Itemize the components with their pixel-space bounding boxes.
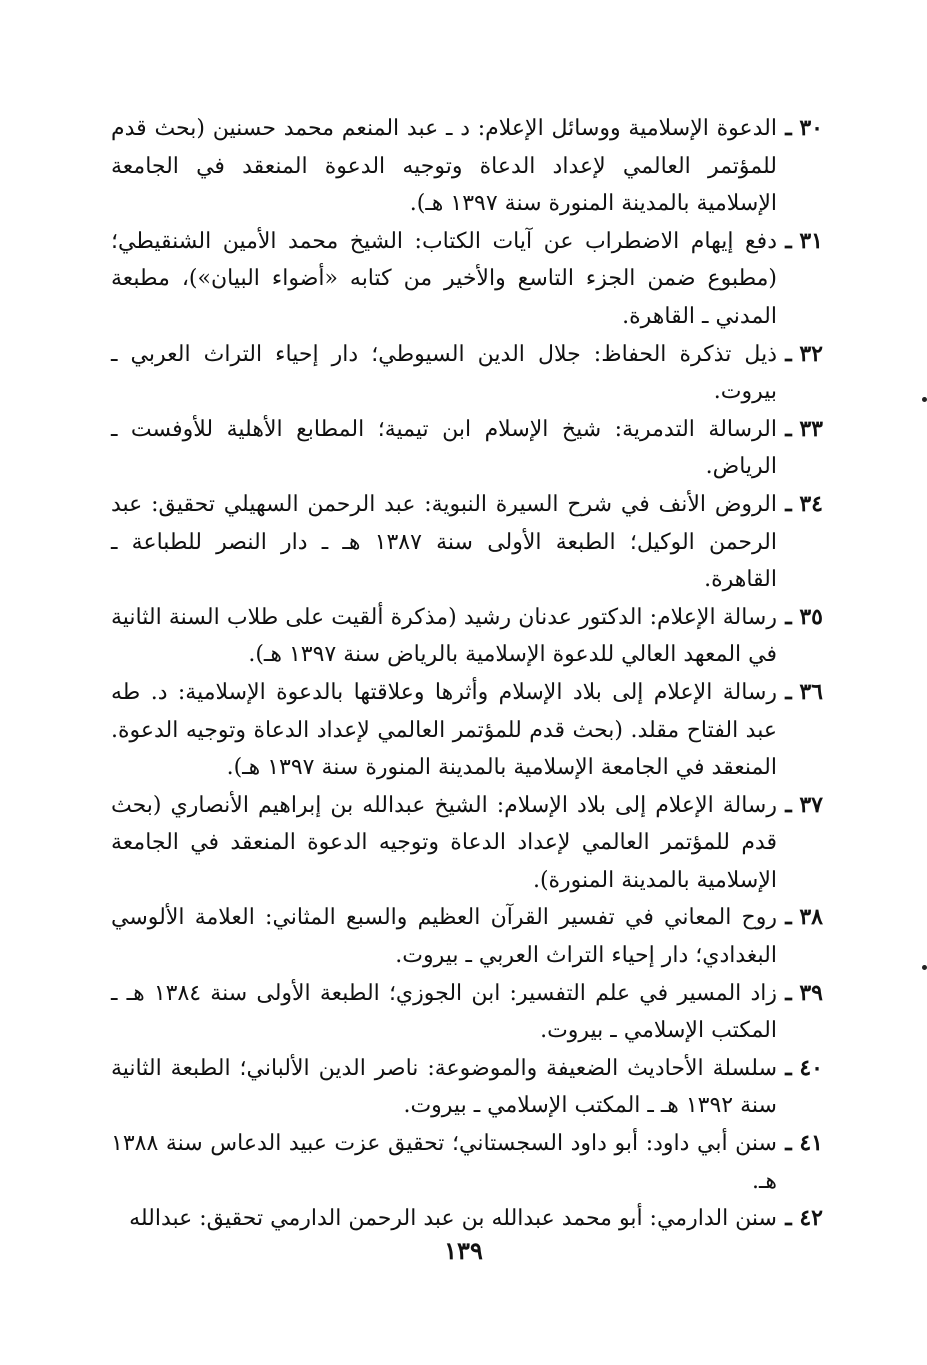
bibliography-entry-39 [111,975,823,1050]
entry-number: ٣٩ ـ [785,979,823,1006]
entry-text: رسالة الإعلام: الدكتور عدنان رشيد (مذكرة ألقيت على طلاب السنة الثانية في المعهد العالي للدعوة الإسلامية بالرياض سنة ١٣٩٧ هـ). [111,604,777,668]
entry-number: ٣٥ ـ [785,603,823,630]
entry-number: ٣٤ ـ [785,490,823,517]
entry-text: دفع إيهام الاضطراب عن آيات الكتاب: الشيخ محمد الأمين الشنقيطي؛ (مطبوع ضمن الجزء التاسع والأخير من كتابه «أضواء البيان»)، مطبعة المدني ـ القاهرة. [111,228,777,329]
bibliography-entry-35 [111,599,823,674]
page-number: ١٣٩ [444,1236,483,1265]
entry-text: زاد المسير في علم التفسير: ابن الجوزي؛ الطبعة الأولى سنة ١٣٨٤ هـ ـ المكتب الإسلامي ـ بيروت. [111,980,777,1044]
entry-text: سنن الدارمي: أبو محمد عبدالله بن عبد الرحمن الدارمي تحقيق: عبدالله [129,1206,777,1232]
entry-text: سلسلة الأحاديث الضعيفة والموضوعة: ناصر الدين الألباني؛ الطبعة الثانية سنة ١٣٩٢ هـ ـ المكتب الإسلامي ـ بيروت. [111,1055,777,1119]
bibliography-entry-34 [111,486,823,599]
entry-text: ذيل تذكرة الحفاظ: جلال الدين السيوطي؛ دار إحياء التراث العربي ـ بيروت. [111,341,777,405]
entry-text: رسالة الإعلام إلى بلاد الإسلام وأثرها وعلاقتها بالدعوة الإسلامية: د. طه عبد الفتاح مقلد. (بحث قدم للمؤتمر العالمي لإعداد الدعاة وتوجيه الدعوة. المنعقد في الجامعة الإسلامية بالمدينة المنورة سنة ١٣٩٧ هـ). [111,679,777,781]
entry-number: ٣٠ ـ [785,115,823,141]
entry-number: ٤٠ ـ [785,1054,823,1081]
entry-number: ٤١ ـ [785,1130,823,1157]
bibliography-entry-32 [111,336,823,411]
bibliography-entry-36 [111,674,823,787]
entry-text: الدعوة الإسلامية ووسائل الإعلام: د ـ عبد المنعم محمد حسنين (بحث قدم للمؤتمر العالمي لإعداد الدعاة وتوجيه الدعوة المنعقد في الجامعة الإسلامية بالمدينة المنورة سنة ١٣٩٧ هـ). [111,116,777,217]
entry-number: ٣٧ ـ [785,791,823,818]
bibliography-entry-42 [111,1200,823,1238]
entry-text: رسالة الإعلام إلى بلاد الإسلام: الشيخ عبدالله بن إبراهيم الأنصاري (بحث قدم للمؤتمر العالمي لإعداد الدعاة وتوجيه الدعوة المنعقد في الجامعة الإسلامية بالمدينة المنورة). [111,792,777,893]
bibliography-entry-38 [111,899,823,974]
bibliography-list [111,110,823,1238]
entry-text: الروض الأنف في شرح السيرة النبوية: عبد الرحمن السهيلي تحقيق: عبد الرحمن الوكيل؛ الطبعة الأولى سنة ١٣٨٧ هـ ـ دار النصر للطباعة ـ القاهرة. [111,491,777,593]
entry-number: ٣٣ ـ [785,415,823,442]
entry-text: روح المعاني في تفسير القرآن العظيم والسبع المثاني: العلامة الألوسي البغدادي؛ دار إحياء التراث العربي ـ بيروت. [111,905,777,969]
bibliography-entry-30 [111,110,823,223]
bibliography-entry-40 [111,1050,823,1125]
bibliography-entry-37 [111,787,823,900]
bibliography-entry-41 [111,1125,823,1200]
bibliography-entry-31 [111,223,823,336]
entry-number: ٣٨ ـ [785,904,823,931]
entry-text: الرسالة التدمرية: شيخ الإسلام ابن تيمية؛ المطابع الأهلية للأوفست ـ الرياض. [111,416,777,480]
margin-dot [922,965,927,970]
entry-number: ٣٢ ـ [785,340,823,367]
entry-number: ٤٢ ـ [785,1205,823,1232]
entry-number: ٣١ ـ [785,227,823,254]
bibliography-entry-33 [111,411,823,486]
entry-text: سنن أبي داود: أبو داود السجستاني؛ تحقيق عزت عبيد الدعاس سنة ١٣٨٨ هـ. [111,1131,777,1194]
margin-dot [922,397,927,402]
entry-number: ٣٦ ـ [785,678,823,705]
